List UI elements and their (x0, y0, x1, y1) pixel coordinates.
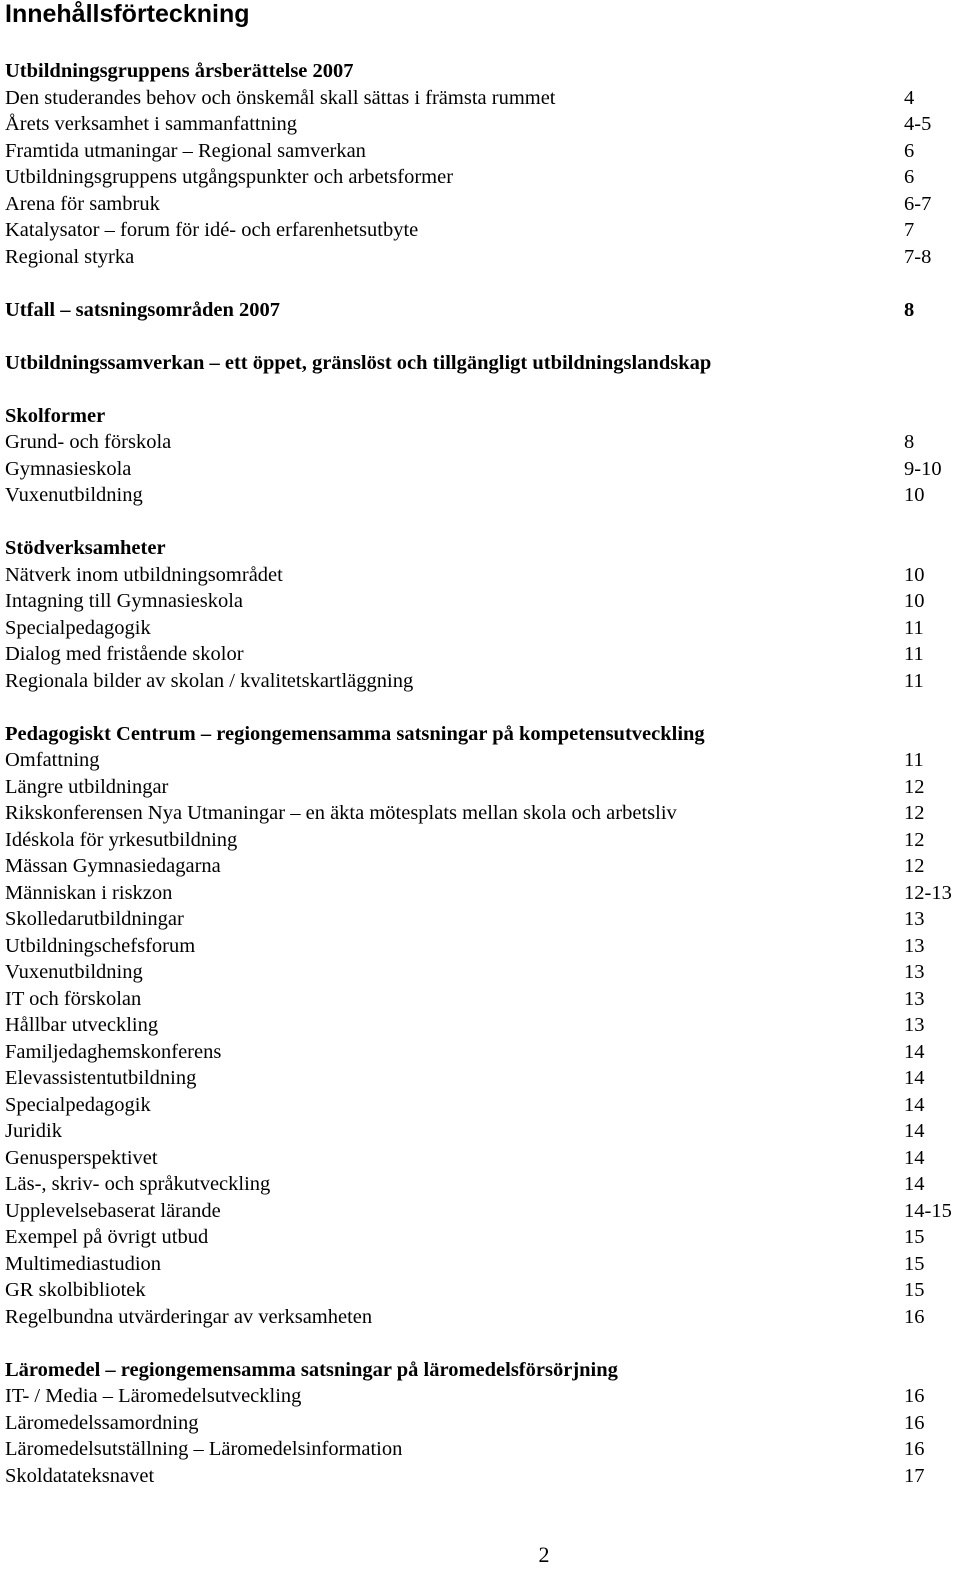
toc-entry-page: 4 (904, 86, 915, 109)
toc-entry-label: Arena för sambruk (5, 192, 160, 215)
toc-entry-page: 13 (904, 908, 925, 930)
toc-entry-page: 14 (904, 1173, 925, 1195)
toc-entry-label: Vuxenutbildning (5, 484, 143, 506)
toc-entry-page: 4-5 (904, 113, 932, 135)
toc-entry-label: Stödverksamheter (5, 537, 166, 559)
toc-entry (5, 1277, 960, 1304)
toc-entry (5, 986, 960, 1013)
toc-section-heading (5, 297, 960, 324)
toc-entry (5, 1039, 960, 1066)
toc-spacer (5, 509, 960, 536)
toc-entry-label: Idéskola för yrkesutbildning (5, 828, 238, 851)
toc-entry-label: Framtida utmaningar – Regional samverkan (5, 139, 366, 162)
toc-entry-label: Specialpedagogik (5, 1093, 151, 1116)
toc-entry-page: 16 (904, 1411, 925, 1434)
toc-entry (5, 774, 960, 801)
toc-entry (5, 1410, 960, 1437)
toc-entry (5, 668, 960, 695)
toc-entry (5, 562, 960, 589)
toc-entry (5, 244, 960, 271)
toc-section-heading (5, 535, 960, 562)
toc-spacer (5, 1330, 960, 1357)
toc-entry (5, 456, 960, 483)
toc-entry-label: Utbildningsgruppens årsberättelse 2007 (5, 60, 354, 82)
toc-entry (5, 1463, 960, 1490)
toc-entry-page: 15 (904, 1252, 925, 1275)
toc-entry-page: 12 (904, 828, 925, 851)
toc-entry-page: 10 (904, 484, 925, 506)
toc-entry-page: 14 (904, 1120, 925, 1142)
toc-entry-label: Läromedelssamordning (5, 1411, 199, 1434)
toc-entry-label: Regionala bilder av skolan / kvalitetskartläggning (5, 669, 414, 692)
toc-entry-label: Juridik (5, 1120, 62, 1142)
page-title: Innehållsförteckning (5, 0, 250, 28)
toc-section-heading (5, 403, 960, 430)
toc-entry-label: Regelbundna utvärderingar av verksamheten (5, 1305, 373, 1328)
toc-entry (5, 933, 960, 960)
toc-entry-label: Omfattning (5, 749, 100, 771)
toc-spacer (5, 323, 960, 350)
toc-entry-label: Grund- och förskola (5, 431, 172, 453)
toc-entry (5, 85, 960, 112)
toc-entry-label: Hållbar utveckling (5, 1014, 159, 1036)
toc-entry (5, 641, 960, 668)
toc-entry-label: IT- / Media – Läromedelsutveckling (5, 1385, 302, 1407)
toc-entry-page: 8 (904, 431, 915, 453)
toc-entry-label: Regional styrka (5, 245, 135, 268)
toc-entry-label: Vuxenutbildning (5, 961, 143, 983)
toc-entry-page: 10 (904, 563, 925, 586)
toc-entry (5, 138, 960, 165)
toc-entry-label: Pedagogiskt Centrum – regiongemensamma satsningar på kompetensutveckling (5, 722, 705, 745)
toc-entry (5, 111, 960, 138)
toc-entry-label: Genusperspektivet (5, 1146, 158, 1169)
toc-entry-page: 16 (904, 1385, 925, 1407)
toc-entry-label: Skolledarutbildningar (5, 908, 184, 930)
toc-entry-label: Utbildningschefsforum (5, 934, 196, 957)
toc-section-heading (5, 1357, 960, 1384)
toc-entry (5, 588, 960, 615)
toc-entry-page: 12 (904, 802, 925, 824)
toc-entry-page: 9-10 (904, 457, 942, 480)
toc-entry-label: Katalysator – forum för idé- och erfarenhetsutbyte (5, 219, 419, 241)
toc-entry (5, 164, 960, 191)
toc-entry-page: 12 (904, 775, 925, 798)
toc-entry (5, 1145, 960, 1172)
toc-entry-page: 15 (904, 1279, 925, 1301)
toc-entry-page: 13 (904, 961, 925, 983)
toc-entry-label: Människan i riskzon (5, 881, 173, 904)
toc-entry (5, 1012, 960, 1039)
toc-entry (5, 429, 960, 456)
toc-entry-page: 6-7 (904, 192, 932, 215)
toc-entry (5, 1092, 960, 1119)
toc-entry-page: 10 (904, 590, 925, 612)
toc-spacer (5, 694, 960, 721)
toc-entry-label: Exempel på övrigt utbud (5, 1226, 209, 1248)
toc-entry-page: 14 (904, 1040, 925, 1063)
toc-spacer (5, 270, 960, 297)
toc-entry-page: 11 (904, 616, 924, 639)
toc-entry-label: Läromedelsutställning – Läromedelsinformation (5, 1438, 403, 1460)
toc-entry-page: 16 (904, 1305, 925, 1328)
toc-entry (5, 1436, 960, 1463)
toc-entry-page: 14-15 (904, 1199, 952, 1222)
toc-entry-page: 13 (904, 987, 925, 1010)
toc-entry-page: 8 (904, 298, 915, 321)
toc-entry-label: Utbildningsgruppens utgångspunkter och arbetsformer (5, 166, 454, 188)
toc-entry-label: Läs-, skriv- och språkutveckling (5, 1173, 271, 1195)
toc-entry (5, 747, 960, 774)
toc-entry-label: Gymnasieskola (5, 457, 132, 480)
toc-entry-label: Den studerandes behov och önskemål skall sättas i främsta rummet (5, 86, 556, 109)
toc-entry (5, 1065, 960, 1092)
toc-entry (5, 217, 960, 244)
toc-entry-label: Multimediastudion (5, 1252, 162, 1275)
toc-entry-label: IT och förskolan (5, 987, 142, 1010)
toc-entry-label: Familjedaghemskonferens (5, 1040, 222, 1063)
toc-entry-page: 7 (904, 219, 915, 241)
toc-entry-label: Dialog med fristående skolor (5, 643, 244, 665)
toc-entry-page: 13 (904, 934, 925, 957)
toc-entry (5, 800, 960, 827)
toc-entry-page: 14 (904, 1146, 925, 1169)
toc-entry-label: Nätverk inom utbildningsområdet (5, 563, 283, 586)
toc-entry-page: 6 (904, 166, 915, 188)
toc-entry-label: Längre utbildningar (5, 775, 169, 798)
toc-entry-page: 11 (904, 643, 924, 665)
toc-entry (5, 827, 960, 854)
toc-entry-label: Utbildningssamverkan – ett öppet, gränslöst och tillgängligt utbildningslandskap (5, 351, 712, 374)
toc-entry (5, 1118, 960, 1145)
toc-entry-label: Rikskonferensen Nya Utmaningar – en äkta mötesplats mellan skola och arbetsliv (5, 802, 677, 824)
toc-entry-label: Skolformer (5, 404, 106, 427)
toc-entry-label: Skoldatateksnavet (5, 1464, 155, 1487)
toc-entry-page: 13 (904, 1014, 925, 1036)
page-number: 2 (538, 1542, 550, 1567)
toc-entry-page: 17 (904, 1464, 925, 1487)
toc-entry-label: Intagning till Gymnasieskola (5, 590, 243, 612)
toc-entry (5, 853, 960, 880)
toc-entry-label: Läromedel – regiongemensamma satsningar på läromedelsförsörjning (5, 1358, 618, 1381)
toc-section-heading (5, 721, 960, 748)
toc-entry-label: GR skolbibliotek (5, 1279, 146, 1301)
toc-entry (5, 906, 960, 933)
toc-section-heading (5, 350, 960, 377)
toc-entry-page: 11 (904, 669, 924, 692)
toc-entry-page: 16 (904, 1438, 925, 1460)
toc-entry-page: 15 (904, 1226, 925, 1248)
toc-entry (5, 1383, 960, 1410)
toc-entry-label: Utfall – satsningsområden 2007 (5, 298, 281, 321)
toc-entry (5, 880, 960, 907)
toc-entry (5, 615, 960, 642)
toc-entry-page: 11 (904, 749, 924, 771)
table-of-contents (5, 58, 960, 1489)
toc-entry (5, 482, 960, 509)
toc-entry-page: 7-8 (904, 245, 932, 268)
toc-entry-label: Årets verksamhet i sammanfattning (5, 113, 298, 135)
toc-entry (5, 959, 960, 986)
toc-entry-page: 14 (904, 1067, 925, 1089)
toc-entry-label: Mässan Gymnasiedagarna (5, 855, 221, 877)
toc-entry-label: Specialpedagogik (5, 616, 151, 639)
toc-entry (5, 1224, 960, 1251)
toc-entry-page: 14 (904, 1093, 925, 1116)
toc-entry-label: Elevassistentutbildning (5, 1067, 197, 1089)
toc-entry (5, 1171, 960, 1198)
toc-entry (5, 191, 960, 218)
toc-entry-page: 6 (904, 139, 915, 162)
toc-entry (5, 1198, 960, 1225)
toc-spacer (5, 376, 960, 403)
toc-section-heading (5, 58, 960, 85)
toc-entry (5, 1251, 960, 1278)
toc-entry-page: 12 (904, 855, 925, 877)
toc-entry (5, 1304, 960, 1331)
toc-entry-page: 12-13 (904, 881, 952, 904)
toc-entry-label: Upplevelsebaserat lärande (5, 1199, 221, 1222)
